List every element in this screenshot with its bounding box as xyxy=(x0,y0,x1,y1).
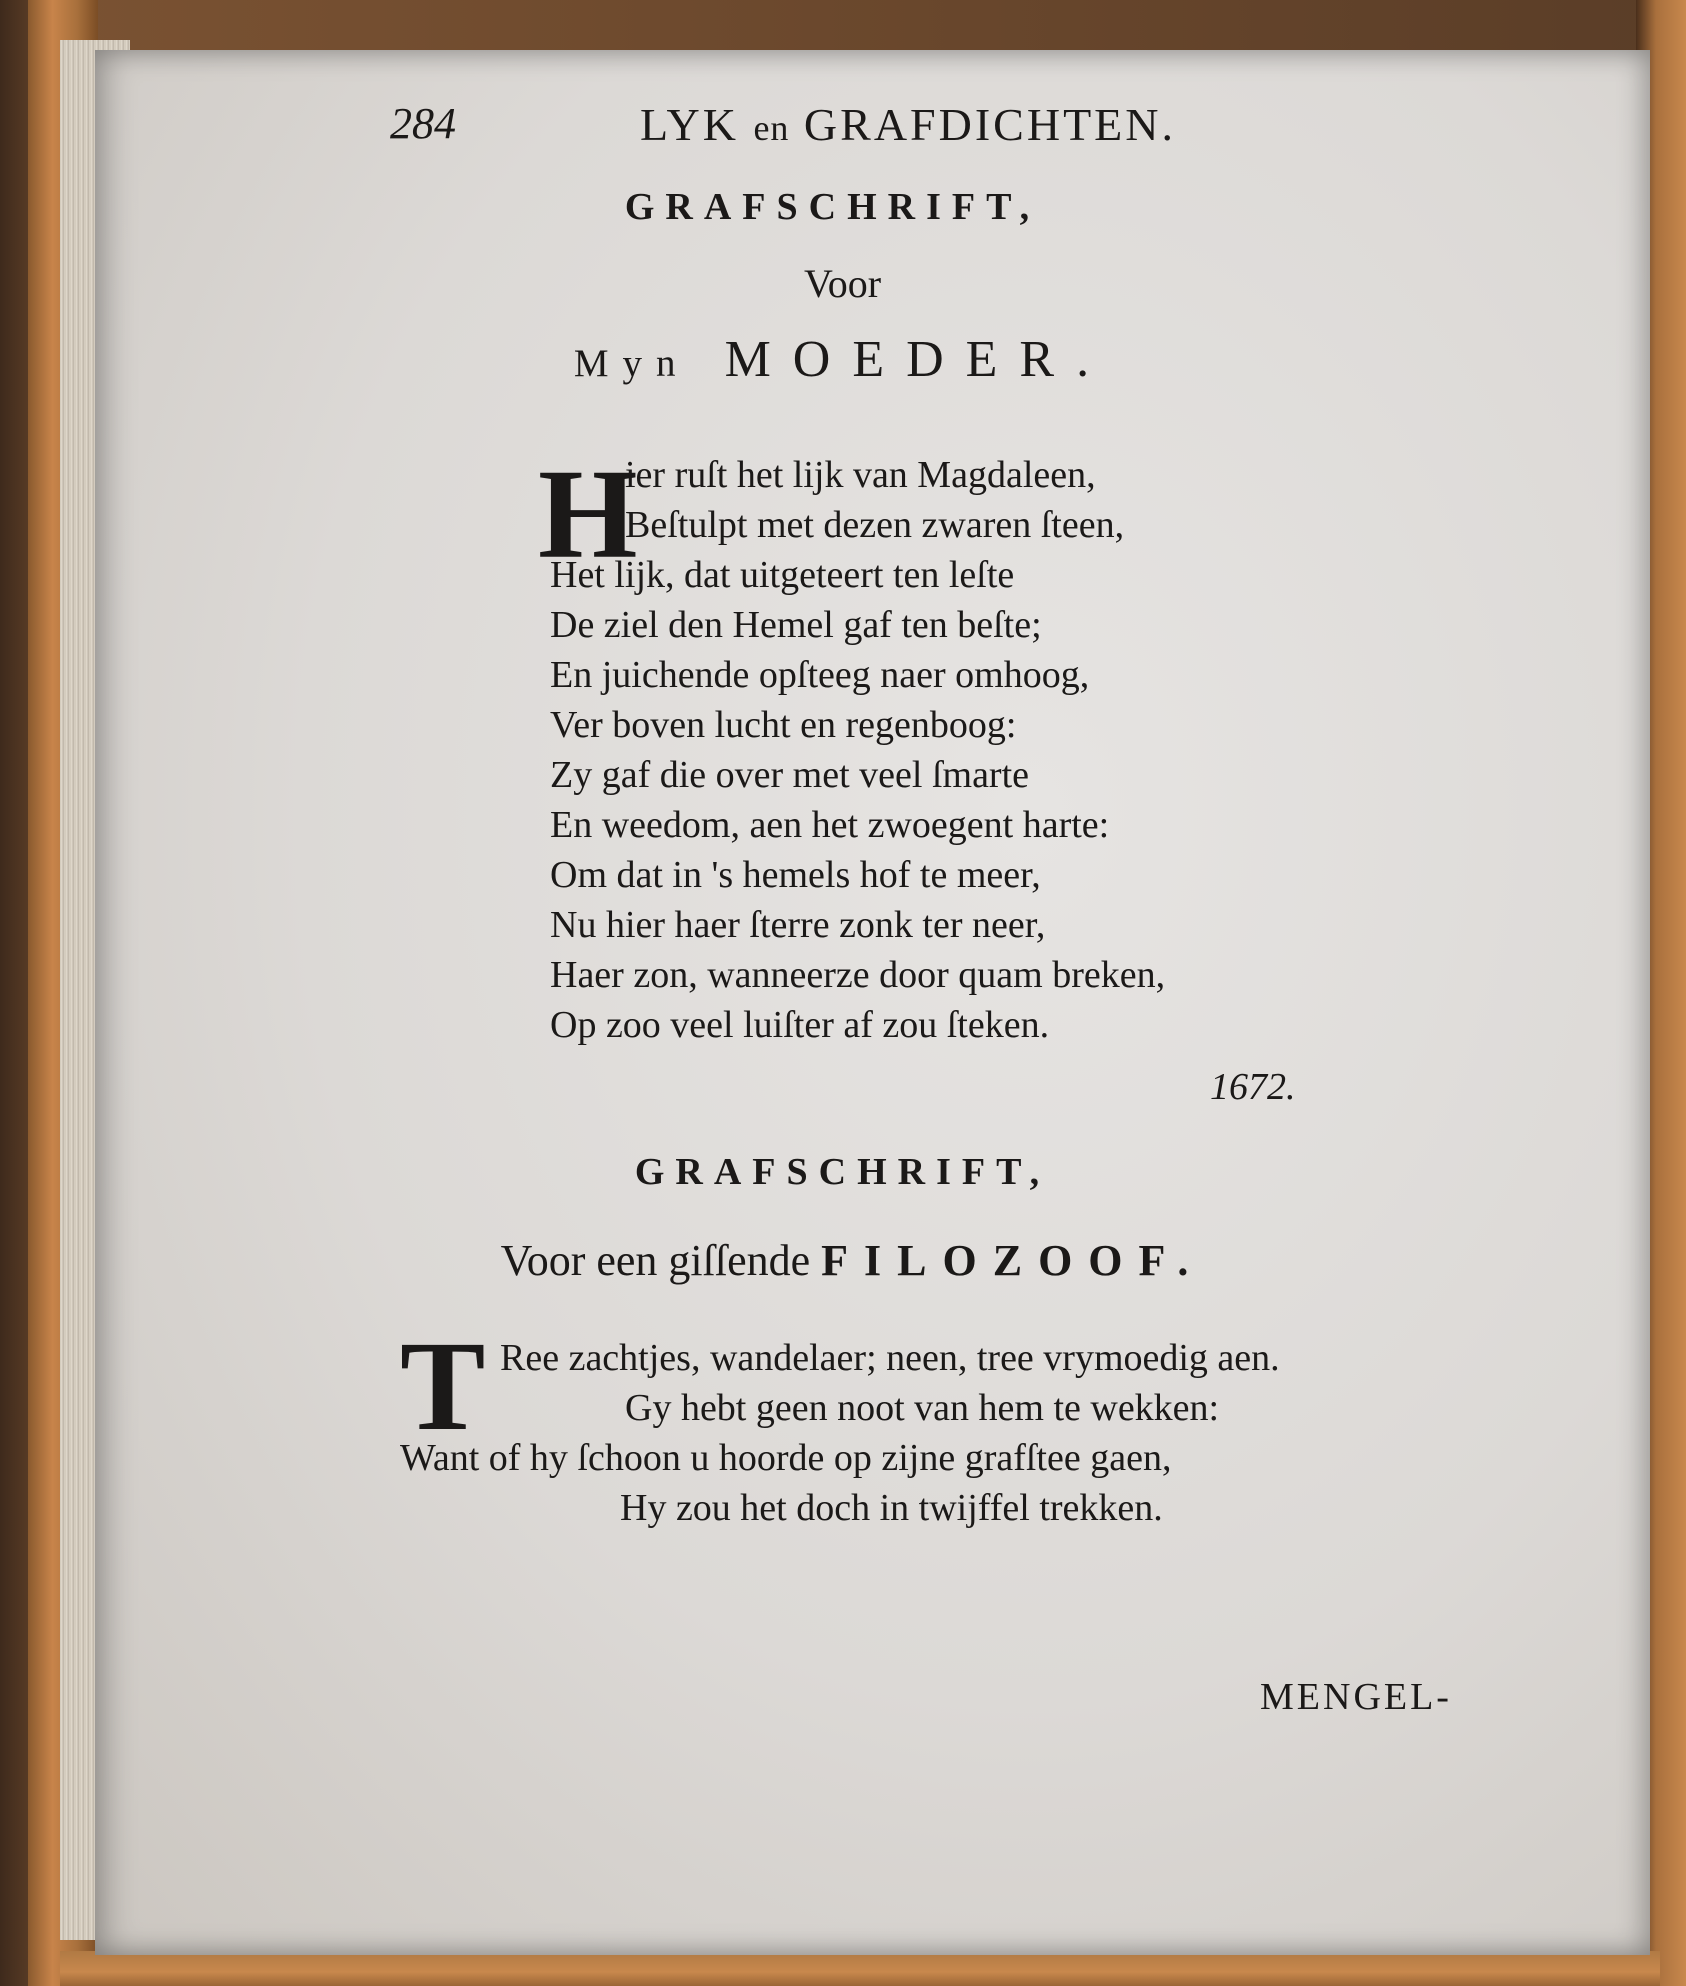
section2-subtitle xyxy=(75,1235,1630,1286)
book-cover-bottom xyxy=(60,1951,1660,1986)
section1-poem xyxy=(550,550,1165,1050)
section1-subject-prefix: Myn xyxy=(573,342,690,385)
poem1-line-3: Het lijk, dat uitgeteert ten leſte xyxy=(550,554,1015,596)
poem2-line-4: Hy zou het doch in twijffel trekken. xyxy=(620,1487,1163,1529)
poem1-line-6: Ver boven lucht en regenboog: xyxy=(550,704,1017,746)
section1-year: 1672. xyxy=(1210,1066,1296,1108)
poem1-line-4: De ziel den Hemel gaf ten beſte; xyxy=(550,604,1042,646)
section1-heading: GRAFSCHRIFT, xyxy=(624,186,1041,228)
poem1-line-5: En juichende opſteeg naer omhoog, xyxy=(550,654,1090,696)
poem1-line-9: Om dat in 's hemels hof te meer, xyxy=(550,854,1041,896)
running-title xyxy=(640,98,1176,151)
book-page xyxy=(95,50,1650,1955)
poem1-line-8: En weedom, aen het zwoegent harte: xyxy=(550,804,1110,846)
running-title-connector: en xyxy=(753,108,790,148)
poem1-line-1: ier ruſt het lijk van Magdaleen, xyxy=(625,454,1096,496)
section1-subject xyxy=(65,330,1620,389)
running-head xyxy=(95,90,1650,160)
section1-drop-cap: H xyxy=(538,443,638,585)
poem2-line-2: Gy hebt geen noot van hem te wekken: xyxy=(625,1387,1220,1429)
catchword: MENGEL- xyxy=(1260,1676,1452,1718)
section2-poem-line-2-wrap xyxy=(625,1383,1219,1433)
poem1-line-10: Nu hier haer ſterre zonk ter neer, xyxy=(550,904,1046,946)
section2-poem-line-4-wrap xyxy=(620,1483,1163,1533)
section1-voor: Voor xyxy=(803,261,882,306)
page-number: 284 xyxy=(390,99,456,148)
poem1-line-11: Haer zon, wanneerze door quam breken, xyxy=(550,954,1166,996)
section2-poem-line-1-wrap xyxy=(500,1333,1280,1383)
section2-subtitle-prefix: Voor een giſſende xyxy=(500,1236,811,1285)
running-title-part-1: LYK xyxy=(640,99,739,150)
section1-poem-opening xyxy=(625,450,1124,550)
poem2-line-1: Ree zachtjes, wandelaer; neen, tree vrymoedig aen. xyxy=(500,1337,1280,1379)
running-title-part-2: GRAFDICHTEN. xyxy=(803,99,1176,150)
section2-heading: GRAFSCHRIFT, xyxy=(634,1151,1051,1193)
section2-drop-cap: T xyxy=(400,1315,486,1457)
section2-poem-line-3-wrap xyxy=(400,1433,1171,1483)
poem1-line-2: Beſtulpt met dezen zwaren ſteen, xyxy=(625,504,1125,546)
section2-subtitle-name: FILOZOOF. xyxy=(821,1236,1205,1285)
poem2-line-3: Want of hy ſchoon u hoorde op zijne grafſtee gaen, xyxy=(400,1437,1172,1479)
poem1-line-12: Op zoo veel luiſter af zou ſteken. xyxy=(550,1004,1050,1046)
section1-subject-name: MOEDER. xyxy=(724,331,1112,388)
poem1-line-7: Zy gaf die over met veel ſmarte xyxy=(550,754,1030,796)
